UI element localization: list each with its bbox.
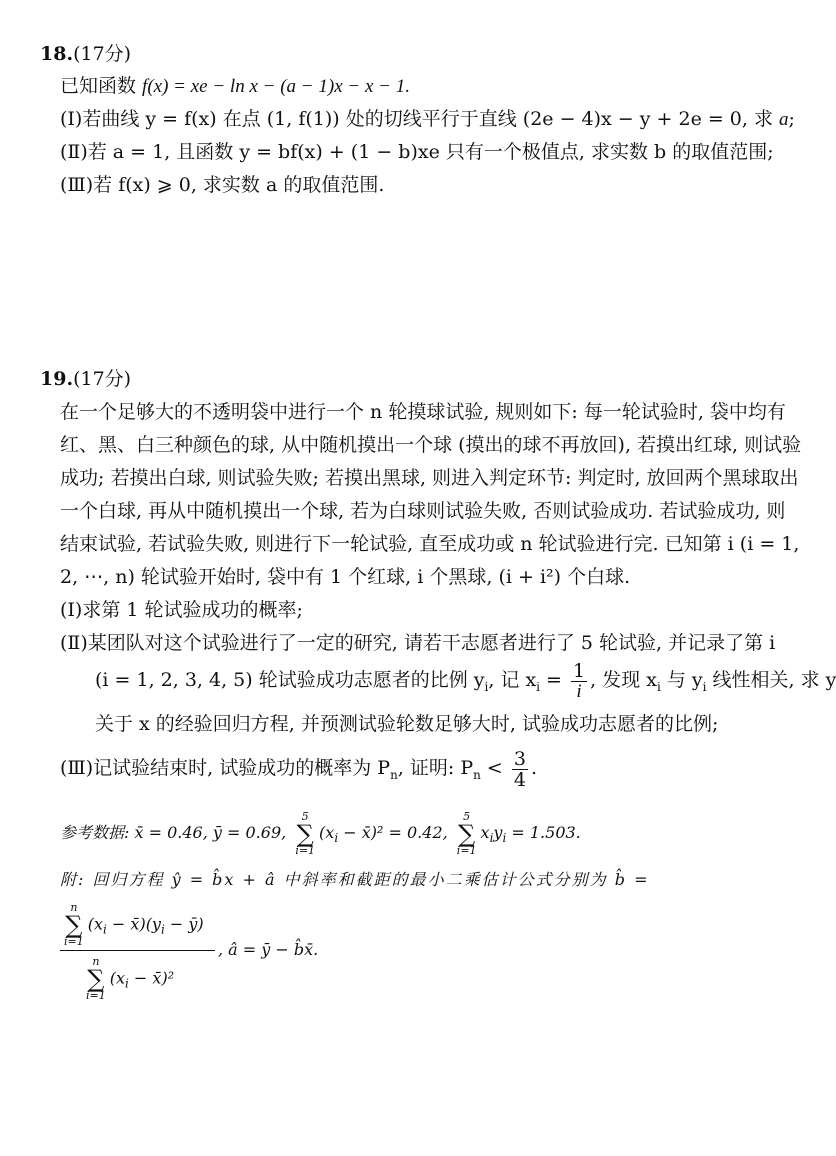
- q19-para-line: 在一个足够大的不透明袋中进行一个 n 轮摸球试验, 规则如下: 每一轮试验时, 袋中均有: [60, 401, 786, 423]
- appendix-note: 附: 回归方程 ŷ = b̂x + â 中斜率和截距的最小二乘估计公式分别为 b̂ =: [60, 870, 650, 889]
- q19-part1: (Ⅰ)求第 1 轮试验成功的概率;: [60, 599, 303, 621]
- sum-symbol: n ∑ i=1: [86, 955, 106, 1002]
- q19-part3: (Ⅲ)记试验结束时, 试验成功的概率为 $P_n$, 证明: $P_n$ < $\frac{3}{4}$ .: [60, 747, 537, 791]
- q19-para-line: 红、黑、白三种颜色的球, 从中随机摸出一个球 (摸出的球不再放回), 若摸出红球, 则试验: [60, 434, 802, 456]
- q19-part2-line2: (i = 1, 2, 3, 4, 5) 轮试验成功志愿者的比例 $y_i$, 记 $x_i$ = $\frac{1}{i}$ , 发现 $x_i$ 与 $y_i$ 线性相关, 求 y: [95, 659, 836, 702]
- sum-symbol: n ∑ i=1: [64, 901, 84, 948]
- q18-number: 18.: [40, 43, 74, 65]
- fraction-1-over-i: $\frac{1}{i}$: [573, 659, 586, 702]
- intercept-formula: , â = ȳ − b̂x̄.: [218, 940, 319, 959]
- q19-header: [40, 367, 131, 391]
- fraction-bar: [60, 950, 215, 951]
- sum-symbol: 5 ∑ i=1: [295, 809, 316, 857]
- q19-para-line: 结束试验, 若试验失败, 则进行下一轮试验, 直至成功或 n 轮试验进行完. 已知第 i (i = 1,: [60, 533, 800, 555]
- q19-number: 19.: [40, 368, 74, 390]
- q19-para-line: 2, ⋯, n) 轮试验开始时, 袋中有 1 个红球, i 个黑球, (i + i²) 个白球.: [60, 566, 631, 588]
- slope-numerator: n ∑ i=1 ($x_i$ − $x̄)(y_i$ − ȳ): [64, 901, 204, 948]
- q19-para-line: 一个白球, 再从中随机摸出一个球, 若为白球则试验失败, 否则试验成功. 若试验成功, 则: [60, 500, 786, 522]
- q19-para-line: 成功; 若摸出白球, 则试验失败; 若摸出黑球, 则进入判定环节: 判定时, 放回两个黑球取出: [60, 467, 799, 489]
- q18-score: (17分): [73, 43, 132, 65]
- fraction-3-over-4: $\frac{3}{4}$: [513, 747, 526, 791]
- q18-part1: (Ⅰ)若曲线 y = f(x) 在点 (1, f(1)) 处的切线平行于直线 (2e − 4)x − y + 2e = 0, 求 a;: [60, 108, 795, 130]
- q19-part2-line3: 关于 x 的经验回归方程, 并预测试验轮数足够大时, 试验成功志愿者的比例;: [95, 713, 719, 735]
- q19-score: (17分): [73, 368, 132, 390]
- q19-part2-line1: (Ⅱ)某团队对这个试验进行了一定的研究, 请若干志愿者进行了 5 轮试验, 并记录了第 i: [60, 632, 776, 654]
- sum-symbol: 5 ∑ i=1: [456, 809, 477, 857]
- slope-denominator: n ∑ i=1 ($x_i$ − x̄)²: [86, 955, 175, 1002]
- q18-header: [40, 42, 131, 66]
- q18-stem: 已知函数 f(x) = xe − ln x − (a − 1)x − x − 1.: [60, 75, 410, 97]
- reference-data: 参考数据: x̄ = 0.46, ȳ = 0.69, 5 ∑ i=1 ($x_i$ − x̄)² = 0.42, 5 ∑ i=1 $x_iy_i = 1.503$.: [60, 809, 581, 857]
- q18-part3: (Ⅲ)若 f(x) ⩾ 0, 求实数 a 的取值范围.: [60, 174, 385, 196]
- q18-part2: (Ⅱ)若 a = 1, 且函数 y = bf(x) + (1 − b)xe 只有一个极值点, 求实数 b 的取值范围;: [60, 141, 774, 163]
